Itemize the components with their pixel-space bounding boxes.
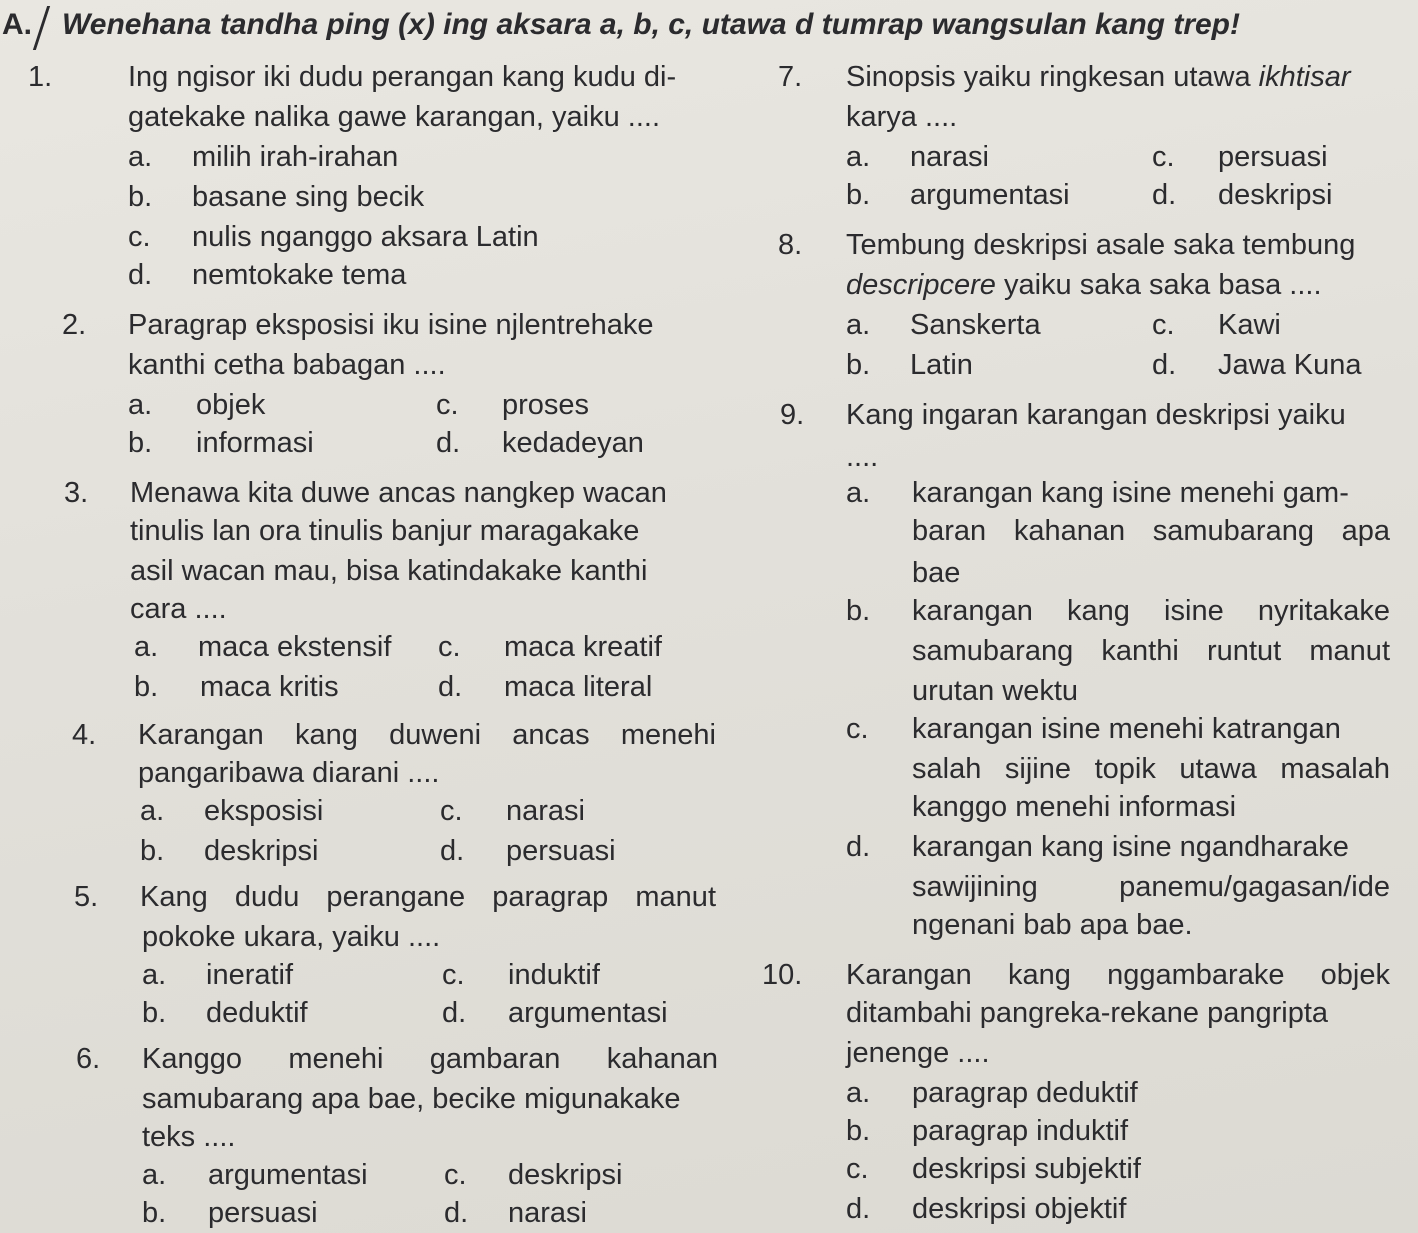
option-letter[interactable]: b. [846, 179, 871, 211]
option-text[interactable]: karangan isine menehi katrangan [912, 713, 1341, 745]
question-text: Kang dudu perangane paragrap manut [140, 881, 716, 913]
option-text[interactable]: sawijining panemu/gagasan/ide [912, 871, 1390, 903]
option-letter[interactable]: b. [128, 181, 153, 213]
option-text[interactable]: bae [912, 557, 961, 589]
option-text[interactable]: basane sing becik [192, 181, 425, 213]
option-text[interactable]: persuasi [506, 835, 616, 867]
option-text[interactable]: deskripsi objektif [912, 1193, 1127, 1225]
question-number: 4. [72, 719, 97, 751]
option-text[interactable]: karangan kang isine menehi gam- [912, 477, 1349, 509]
option-letter[interactable]: a. [142, 1159, 167, 1191]
option-letter[interactable]: b. [846, 1115, 871, 1147]
option-letter[interactable]: d. [846, 831, 871, 863]
option-letter[interactable]: c. [442, 959, 465, 991]
option-text[interactable]: kedadeyan [502, 427, 644, 459]
question-text: Paragrap eksposisi iku isine njlentrehake [128, 309, 654, 341]
option-text[interactable]: narasi [508, 1197, 587, 1229]
option-letter[interactable]: b. [142, 1197, 167, 1229]
option-letter[interactable]: a. [846, 309, 871, 341]
question-text: Ing ngisor iki dudu perangan kang kudu di- [128, 61, 677, 93]
option-letter[interactable]: d. [1152, 349, 1177, 381]
option-text[interactable]: maca ekstensif [198, 631, 392, 663]
option-letter[interactable]: a. [128, 141, 153, 173]
option-letter[interactable]: d. [1152, 179, 1177, 211]
question-number: 3. [64, 477, 89, 509]
question-number: 1. [28, 61, 53, 93]
option-letter[interactable]: a. [846, 141, 871, 173]
option-letter[interactable]: b. [846, 349, 871, 381]
option-letter[interactable]: a. [142, 959, 167, 991]
option-text[interactable]: nemtokake tema [192, 259, 407, 291]
option-text[interactable]: ngenani bab apa bae. [912, 909, 1193, 941]
option-text[interactable]: Kawi [1218, 309, 1281, 341]
option-letter[interactable]: c. [846, 713, 869, 745]
question-number: 2. [62, 309, 87, 341]
option-text[interactable]: narasi [506, 795, 585, 827]
question-number: 10. [762, 959, 803, 991]
question-text: Tembung deskripsi asale saka tembung [846, 229, 1356, 261]
option-letter[interactable]: b. [128, 427, 153, 459]
option-text[interactable]: maca kreatif [504, 631, 662, 663]
question-number: 7. [778, 61, 803, 93]
question-number: 5. [74, 881, 99, 913]
section-instruction: Wenehana tandha ping (x) ing aksara a, b, c, utawa d tumrap wangsulan kang trep! [62, 8, 1240, 41]
question-text: descripcere yaiku saka saka basa .... [846, 269, 1322, 301]
question-number: 8. [778, 229, 803, 261]
question-text: pokoke ukara, yaiku .... [142, 921, 441, 953]
option-text[interactable]: kanggo menehi informasi [912, 791, 1237, 823]
option-letter[interactable]: d. [444, 1197, 469, 1229]
option-letter[interactable]: c. [438, 631, 461, 663]
option-text[interactable]: maca literal [504, 671, 653, 703]
option-text[interactable]: salah sijine topik utawa masalah [912, 753, 1390, 785]
option-text[interactable]: induktif [508, 959, 600, 991]
option-letter[interactable]: c. [440, 795, 463, 827]
option-text[interactable]: Latin [910, 349, 973, 381]
option-letter[interactable]: b. [134, 671, 159, 703]
option-letter[interactable]: a. [140, 795, 165, 827]
option-text[interactable]: deskripsi subjektif [912, 1153, 1141, 1185]
question-text: .... [846, 441, 879, 473]
option-text[interactable]: paragrap induktif [912, 1115, 1129, 1147]
option-letter[interactable]: d. [846, 1193, 871, 1225]
option-text[interactable]: deskripsi [204, 835, 319, 867]
option-letter[interactable]: a. [128, 389, 153, 421]
option-letter[interactable]: d. [436, 427, 461, 459]
question-text: asil wacan mau, bisa katindakake kanthi [130, 555, 648, 587]
question-text: cara .... [130, 593, 227, 625]
option-text[interactable]: narasi [910, 141, 989, 173]
option-text[interactable]: proses [502, 389, 590, 421]
option-text[interactable]: baran kahanan samubarang apa [912, 515, 1390, 547]
option-text[interactable]: objek [196, 389, 266, 421]
question-text: jenenge .... [846, 1037, 990, 1069]
option-text[interactable]: paragrap deduktif [912, 1077, 1138, 1109]
question-text: Kang ingaran karangan deskripsi yaiku [846, 399, 1346, 431]
question-text: teks .... [142, 1121, 236, 1153]
option-letter[interactable]: c. [1152, 309, 1175, 341]
option-letter[interactable]: c. [1152, 141, 1175, 173]
option-text[interactable]: deskripsi [1218, 179, 1333, 211]
question-text: kanthi cetha babagan .... [128, 349, 446, 381]
option-text[interactable]: urutan wektu [912, 675, 1079, 707]
option-text[interactable]: informasi [196, 427, 314, 459]
option-letter[interactable]: c. [436, 389, 459, 421]
option-letter[interactable]: a. [134, 631, 159, 663]
option-text[interactable]: nulis nganggo aksara Latin [192, 221, 539, 253]
question-text: Sinopsis yaiku ringkesan utawa ikhtisar [846, 61, 1351, 93]
question-text: pangaribawa diarani .... [138, 757, 440, 789]
question-text: tinulis lan ora tinulis banjur maragakake [130, 515, 640, 547]
option-text[interactable]: deskripsi [508, 1159, 623, 1191]
option-text[interactable]: argumentasi [208, 1159, 368, 1191]
question-text: Karangan kang nggambarake objek [846, 959, 1390, 991]
option-letter[interactable]: d. [128, 259, 153, 291]
option-text[interactable]: persuasi [208, 1197, 318, 1229]
question-number: 6. [76, 1043, 101, 1075]
option-text[interactable]: karangan kang isine ngandharake [912, 831, 1349, 863]
option-letter[interactable]: a. [846, 1077, 871, 1109]
option-letter[interactable]: b. [142, 997, 167, 1029]
option-letter[interactable]: b. [846, 595, 871, 627]
option-letter[interactable]: c. [128, 221, 151, 253]
option-text[interactable]: maca kritis [200, 671, 339, 703]
option-text[interactable]: milih irah-irahan [192, 141, 399, 173]
option-letter[interactable]: c. [846, 1153, 869, 1185]
option-text[interactable]: Sanskerta [910, 309, 1041, 341]
option-text[interactable]: argumentasi [508, 997, 668, 1029]
option-letter[interactable]: d. [438, 671, 463, 703]
option-text[interactable]: deduktif [206, 997, 308, 1029]
option-letter[interactable]: a. [846, 477, 871, 509]
question-text: Karangan kang duweni ancas menehi [138, 719, 716, 751]
option-text[interactable]: karangan kang isine nyritakake [912, 595, 1390, 627]
option-letter[interactable]: b. [140, 835, 165, 867]
option-text[interactable]: persuasi [1218, 141, 1328, 173]
option-text[interactable]: argumentasi [910, 179, 1070, 211]
option-letter[interactable]: d. [440, 835, 465, 867]
question-text: samubarang apa bae, becike migunakake [142, 1083, 681, 1115]
option-text[interactable]: samubarang kanthi runtut manut [912, 635, 1390, 667]
question-text: Kanggo menehi gambaran kahanan [142, 1043, 718, 1075]
header-stroke [33, 6, 60, 50]
question-text: ditambahi pangreka-rekane pangripta [846, 997, 1329, 1029]
option-text[interactable]: eksposisi [204, 795, 324, 827]
option-text[interactable]: Jawa Kuna [1218, 349, 1362, 381]
option-letter[interactable]: c. [444, 1159, 467, 1191]
section-letter: A. [2, 8, 32, 41]
question-text: Menawa kita duwe ancas nangkep wacan [130, 477, 667, 509]
question-text: gatekake nalika gawe karangan, yaiku .... [128, 101, 660, 133]
question-text: karya .... [846, 101, 958, 133]
option-text[interactable]: ineratif [206, 959, 294, 991]
option-letter[interactable]: d. [442, 997, 467, 1029]
question-number: 9. [780, 399, 805, 431]
